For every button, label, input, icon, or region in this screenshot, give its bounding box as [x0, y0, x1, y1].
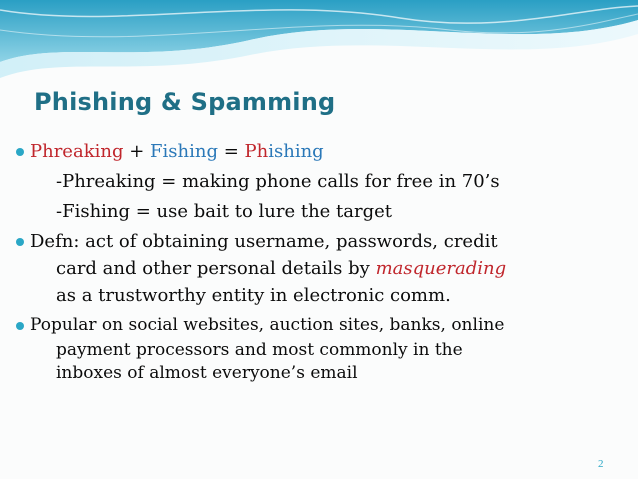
definition-line3: as a trustworthy entity in electronic comm. — [56, 285, 451, 306]
result-ph: Ph — [244, 141, 269, 162]
definition-line2 — [30, 255, 620, 282]
popular-line3: inboxes of almost everyone’s email — [56, 363, 358, 383]
definition-line2-text: card and other personal details by — [56, 258, 376, 279]
bullet-item-definition — [30, 228, 620, 255]
bullet-item-popular — [30, 312, 620, 339]
equals-sign: = — [217, 141, 245, 162]
bullet-item-phishing-formula — [30, 138, 620, 165]
term-fishing: Fishing — [150, 141, 218, 162]
term-phreaking: Phreaking — [30, 141, 124, 162]
result-i: i — [268, 141, 274, 162]
plus-sign: + — [123, 141, 151, 162]
emphasis-masquerading: masquerading — [375, 258, 507, 279]
popular-line1: Popular on social websites, auction sites, banks, online — [30, 315, 505, 335]
slide-title: Phishing & Spamming — [34, 88, 336, 116]
sub-item-fishing: -Fishing = use bait to lure the target — [56, 201, 393, 222]
sub-item-phreaking: -Phreaking = making phone calls for free in 70’s — [56, 171, 500, 192]
popular-line2: payment processors and most commonly in the — [56, 340, 463, 360]
bullet-icon — [16, 322, 24, 330]
bullet-icon — [16, 148, 24, 156]
definition-line1: Defn: act of obtaining username, passwords, credit — [30, 231, 498, 252]
slide-content — [30, 138, 620, 385]
header-wave-banner — [0, 0, 638, 80]
result-shing: shing — [273, 141, 324, 162]
bullet-icon — [16, 238, 24, 246]
page-number: 2 — [598, 458, 604, 470]
